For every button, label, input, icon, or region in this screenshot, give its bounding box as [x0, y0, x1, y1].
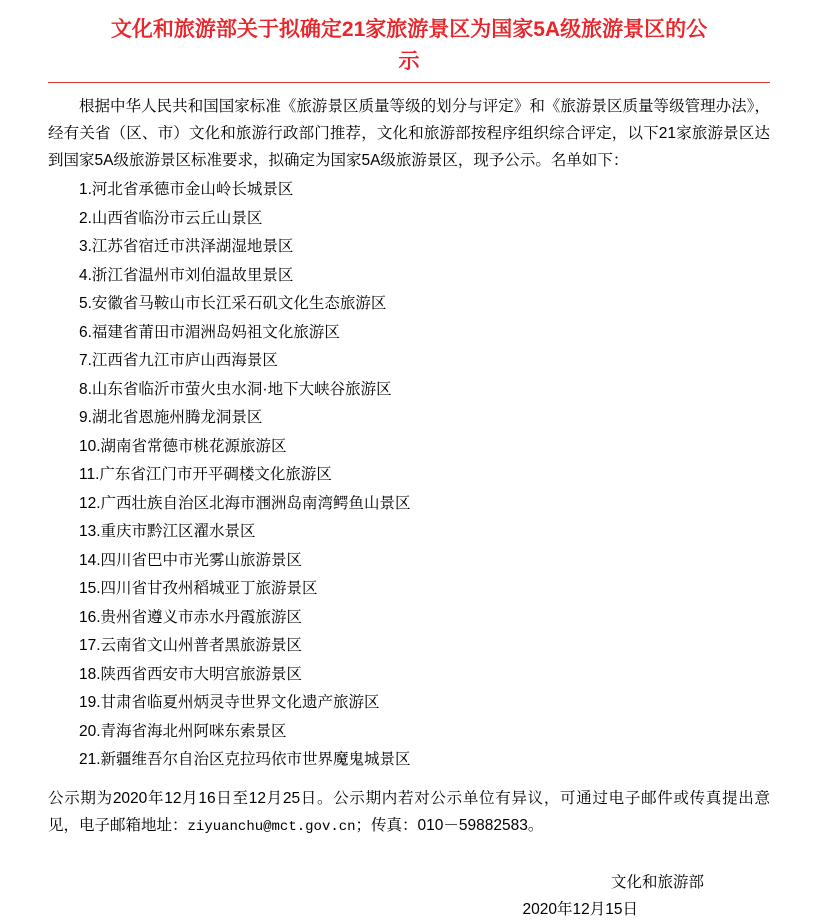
- title-divider: [48, 82, 770, 83]
- list-item: 9.湖北省恩施州腾龙洞景区: [79, 409, 263, 426]
- list-item: 6.福建省莆田市湄洲岛妈祖文化旅游区: [79, 323, 340, 341]
- list-item: 11.广东省江门市开平碉楼文化旅游区: [79, 466, 332, 483]
- list-item: 20.青海省海北州阿咪东索景区: [79, 722, 287, 740]
- page-title-line-1: 文化和旅游部关于拟确定21家旅游景区为国家5A级旅游景区的公: [110, 18, 708, 41]
- list-item: 4.浙江省温州市刘伯温故里景区: [79, 266, 294, 284]
- list-item: 2.山西省临汾市云丘山景区: [79, 209, 263, 227]
- page-title-line-2: 示: [398, 50, 420, 73]
- scenic-area-list: [48, 176, 770, 775]
- closing-text-part-2: ；传真：010－59882583。: [355, 816, 544, 834]
- contact-email[interactable]: ziyuanchu@mct.gov.cn: [187, 818, 356, 835]
- list-item: 14.四川省巴中市光雾山旅游景区: [79, 551, 303, 569]
- list-item: 10.湖南省常德市桃花源旅游区: [79, 437, 287, 455]
- list-item: 18.陕西省西安市大明宫旅游景区: [79, 665, 303, 683]
- list-item: 13.重庆市黔江区濯水景区: [79, 523, 256, 540]
- page-title: [48, 14, 770, 78]
- signature-block: [48, 869, 770, 923]
- list-item: 8.山东省临沂市萤火虫水洞·地下大峡谷旅游区: [79, 380, 392, 398]
- signature-organization: 文化和旅游部: [610, 873, 704, 891]
- list-item: 5.安徽省马鞍山市长江采石矶文化生态旅游区: [79, 295, 387, 312]
- signature-date: 2020年12月15日: [522, 900, 638, 918]
- list-item: 1.河北省承德市金山岭长城景区: [79, 181, 294, 198]
- closing-text-part-1: 公示期为2020年12月16日至12月25日。公示期内若对公示单位有异议，可通过电子邮件或传真提出意见，电子邮箱地址：: [48, 789, 770, 834]
- intro-paragraph: 根据中华人民共和国国家标准《旅游景区质量等级的划分与评定》和《旅游景区质量等级管理办法》，经有关省（区、市）文化和旅游行政部门推荐，文化和旅游部按程序组织综合评定，以下21家旅游景区达到国家5A级旅游景区标准要求，拟确定为国家5A级旅游景区，现予公示。名单如下：: [48, 98, 770, 169]
- list-item: 19.甘肃省临夏州炳灵寺世界文化遗产旅游区: [79, 694, 380, 711]
- list-item: 3.江苏省宿迁市洪泽湖湿地景区: [79, 238, 294, 255]
- list-item: 7.江西省九江市庐山西海景区: [79, 352, 278, 369]
- list-item: 12.广西壮族自治区北海市涠洲岛南湾鳄鱼山景区: [79, 494, 411, 512]
- list-item: 21.新疆维吾尔自治区克拉玛依市世界魔鬼城景区: [79, 751, 411, 768]
- closing-paragraph: [48, 785, 770, 841]
- list-item: 17.云南省文山州普者黑旅游景区: [79, 637, 303, 654]
- list-item: 15.四川省甘孜州稻城亚丁旅游景区: [79, 580, 318, 597]
- list-item: 16.贵州省遵义市赤水丹霞旅游区: [79, 608, 303, 626]
